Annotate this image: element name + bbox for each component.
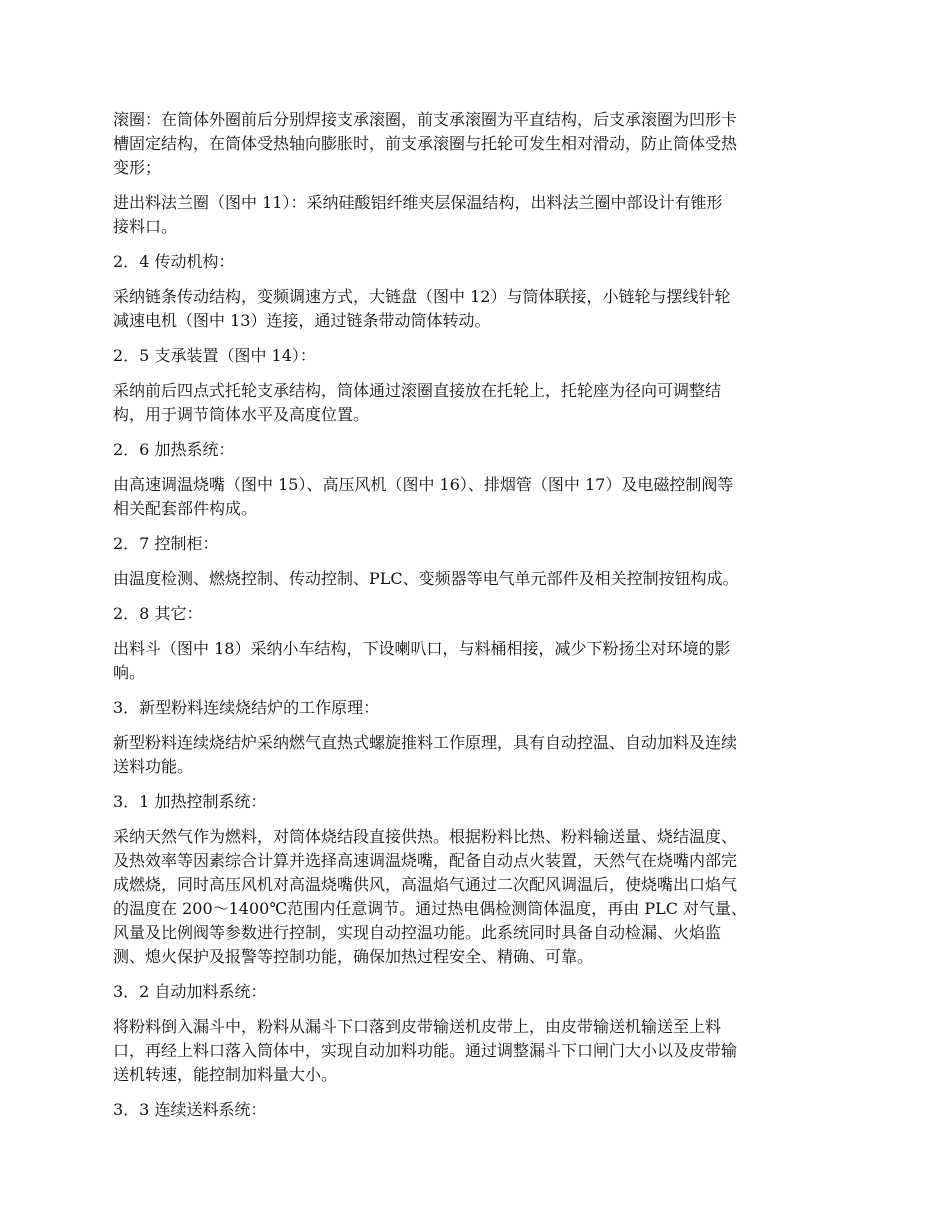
paragraph-principle: 新型粉料连续烧结炉采纳燃气直热式螺旋推料工作原理，具有自动控温、自动加料及连续 送料功能。 xyxy=(113,733,738,776)
paragraph-support: 采纳前后四点式托轮支承结构，筒体通过滚圈直接放在托轮上，托轮座为径向可调整结 构，用于调节筒体水平及高度位置。 xyxy=(113,381,722,424)
heading-2-4: 2．4 传动机构： xyxy=(113,252,235,271)
heading-2-7: 2．7 控制柜： xyxy=(113,534,219,553)
heading-2-8: 2．8 其它： xyxy=(113,604,203,623)
paragraph-transmission: 采纳链条传动结构，变频调速方式，大链盘（图中 12）与筒体联接，小链轮与摆线针轮 减速电机（图中 13）连接，通过链条带动筒体转动。 xyxy=(113,287,731,330)
paragraph-heating-control: 采纳天然气作为燃料，对筒体烧结段直接供热。根据粉料比热、粉料输送量、烧结温度、 及热效率等因素综合计算并选择高速调温烧嘴，配备自动点火装置，天然气在烧嘴内部完 成燃烧，同时高压风机对高温烧嘴供风，高温焰气通过二次配风调温后，使烧嘴出口焰气 的温度在 200～1400℃范围内任意调节。通过热电偶检测筒体温度，再由 PLC 对气量、 风量及比例阀等参数进行控制，实现自动控温功能。此系统同时具备自动检漏、火焰监 测、熄火保护及报警等控制功能，确保加热过程安全、精确、可靠。 xyxy=(113,827,748,966)
paragraph-flange-ring: 进出料法兰圈（图中 11）：采纳硅酸铝纤维夹层保温结构，出料法兰圈中部设计有锥形 接料口。 xyxy=(113,193,723,236)
paragraph-other: 出料斗（图中 18）采纳小车结构，下设喇叭口，与料桶相接，减少下粉扬尘对环境的影 响。 xyxy=(113,639,731,682)
heading-2-5: 2．5 支承装置（图中 14）： xyxy=(113,346,316,365)
heading-3: 3．新型粉料连续烧结炉的工作原理： xyxy=(113,698,380,717)
paragraph-auto-feeding: 将粉料倒入漏斗中，粉料从漏斗下口落到皮带输送机皮带上，由皮带输送机输送至上料 口，再经上料口落入筒体中，实现自动加料功能。通过调整漏斗下口闸门大小以及皮带输 送机转速，能控制加料量大小。 xyxy=(113,1017,738,1084)
document-body xyxy=(113,108,843,1133)
paragraph-rolling-ring: 滚圈：在筒体外圈前后分别焊接支承滚圈，前支承滚圈为平直结构，后支承滚圈为凹形卡 槽固定结构，在筒体受热轴向膨胀时，前支承滚圈与托轮可发生相对滑动，防止筒体受热 变形； xyxy=(113,110,738,177)
heading-2-6: 2．6 加热系统： xyxy=(113,440,235,459)
paragraph-control-cabinet: 由温度检测、燃烧控制、传动控制、PLC、变频器等电气单元部件及相关控制按钮构成。 xyxy=(113,569,739,588)
heading-3-3: 3．3 连续送料系统： xyxy=(113,1100,267,1119)
heading-3-1: 3．1 加热控制系统： xyxy=(113,792,267,811)
paragraph-heating: 由高速调温烧嘴（图中 15）、高压风机（图中 16）、排烟管（图中 17）及电磁控制阀等 相关配套部件构成。 xyxy=(113,475,734,518)
heading-3-2: 3．2 自动加料系统： xyxy=(113,982,267,1001)
